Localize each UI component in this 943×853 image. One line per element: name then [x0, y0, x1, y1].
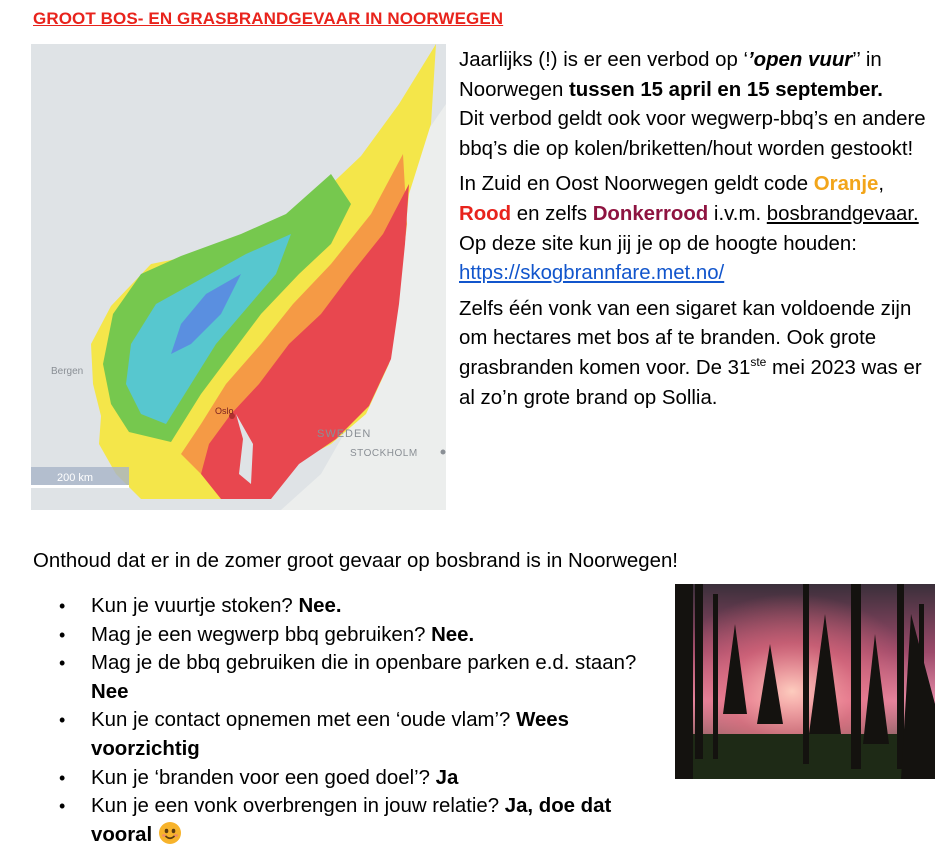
list-answer: Ja [435, 766, 459, 789]
qa-list [56, 592, 656, 853]
list-answer: Ja, doe dat vooral [91, 795, 612, 846]
scale-bar-inner [31, 485, 129, 488]
ban-text-1: Jaarlijks (!) is er een verbod op ‘ [459, 49, 748, 71]
list-item [56, 764, 656, 793]
skogbrannfare-link[interactable]: https://skogbrannfare.met.no/ [459, 262, 725, 285]
list-item [56, 706, 656, 763]
forest-fire-photo [675, 584, 935, 779]
list-question: Kun je vuurtje stoken? [91, 595, 299, 617]
map-scale-label: 200 km [57, 472, 94, 484]
code-bosbrandgevaar: bosbrandgevaar. [766, 202, 919, 225]
list-item [56, 592, 656, 621]
list-question: Mag je de bbq gebruiken die in openbare parken e.d. staan? [91, 652, 637, 675]
ban-paragraph [459, 46, 929, 164]
code-paragraph [459, 170, 929, 288]
ban-open-vuur: ’open vuur [747, 49, 853, 71]
map-label-oslo: Oslo [215, 406, 234, 416]
fire-danger-map [31, 44, 446, 510]
ban-text-2: ’’ in Noorwegen [459, 49, 882, 101]
list-question: Mag je een wegwerp bbq gebruiken? [91, 623, 432, 646]
page-title: GROOT BOS- EN GRASBRANDGEVAAR IN NOORWEGEN [33, 9, 504, 28]
ban-bbq-text: Dit verbod geldt ook voor wegwerp-bbq’s en andere bbq’s die op kolen/briketten/hout worden gestookt! [459, 108, 926, 160]
list-question: Kun je een vonk overbrengen in jouw relatie? [91, 795, 505, 818]
code-sep-2: en zelfs [511, 202, 593, 225]
spark-paragraph [459, 295, 929, 413]
summer-warning: Onthoud dat er in de zomer groot gevaar op bosbrand is in Noorwegen! [33, 550, 678, 572]
list-answer: Wees voorzichtig [91, 709, 569, 760]
list-question: Kun je contact opnemen met een ‘oude vlam’? [91, 709, 517, 732]
map-label-stockholm: STOCKHOLM [350, 448, 418, 459]
code-red: Rood [459, 202, 512, 225]
code-text-1: In Zuid en Oost Noorwegen geldt code [459, 173, 814, 196]
smiling-face-emoji-icon [158, 821, 182, 853]
spark-sup: ste [750, 355, 767, 370]
list-item [56, 621, 656, 650]
code-sep-1: , [878, 173, 885, 196]
list-item [56, 792, 656, 853]
city-dot-stockholm [441, 450, 446, 455]
list-item [56, 649, 656, 706]
code-orange: Oranje [813, 173, 879, 196]
ban-dates: tussen 15 april en 15 september. [568, 78, 883, 101]
code-text-2: i.v.m. [708, 202, 767, 225]
map-label-bergen: Bergen [51, 366, 84, 377]
list-answer: Nee. [431, 623, 475, 646]
info-column [459, 46, 929, 413]
site-text: Op deze site kun jij je op de hoogte houden: [459, 232, 857, 255]
spark-text-2: mei 2023 was er al zo’n grote brand op Sollia. [459, 356, 922, 409]
code-darkred: Donkerrood [592, 202, 709, 225]
spark-text-1: Zelfs één vonk van een sigaret kan voldoende zijn om hectares met bos af te branden. Ook grote grasbranden komen voor. De 31 [459, 297, 912, 379]
list-answer: Nee. [298, 595, 342, 617]
list-answer: Nee [91, 680, 129, 703]
map-label-sweden: SWEDEN [317, 428, 372, 440]
list-question: Kun je ‘branden voor een goed doel’? [91, 766, 436, 789]
